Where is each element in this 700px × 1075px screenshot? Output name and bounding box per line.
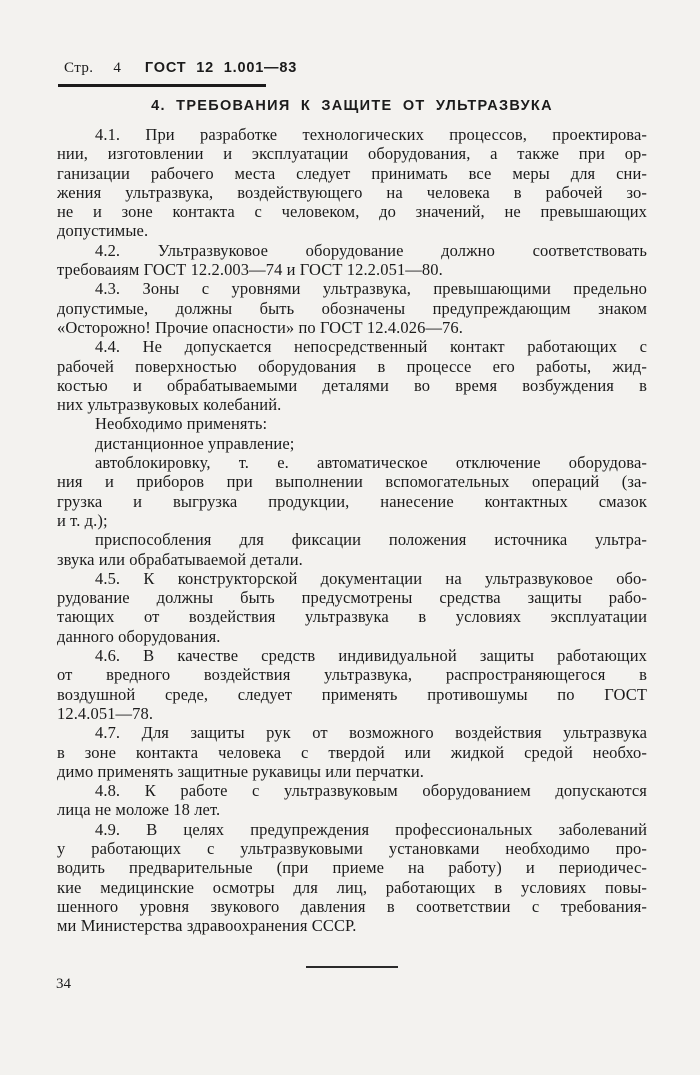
- paragraph-line: ния и приборов при выполнении вспомогательных операций (за-: [57, 472, 647, 492]
- paragraph-line: водить предварительные (при приеме на работу) и периодичес-: [57, 858, 647, 878]
- document-body: [57, 125, 647, 935]
- paragraph-line: 4.6. В качестве средств индивидуальной защиты работающих: [95, 646, 647, 666]
- paragraph: [57, 569, 647, 646]
- paragraph-line: 4.5. К конструкторской документации на ультразвуковое обо-: [95, 568, 647, 588]
- paragraph-line: у работающих с ультразвуковыми установками необходимо про-: [57, 838, 647, 858]
- paragraph: [57, 434, 647, 453]
- paragraph-line: 4.2. Ультразвуковое оборудование должно соответствовать: [95, 240, 647, 260]
- paragraph-line: шенного уровня звукового давления в соответствии с требования-: [57, 896, 647, 916]
- paragraph-line: 4.8. К работе с ультразвуковым оборудованием допускаются: [95, 781, 647, 801]
- paragraph-line: «Осторожно! Прочие опасности» по ГОСТ 12.4.026—76.: [57, 317, 463, 337]
- paragraph-line: жения ультразвука, воздействующего на человека в рабочей зо-: [57, 182, 647, 202]
- paragraph: [57, 453, 647, 530]
- paragraph: [57, 279, 647, 337]
- paragraph: [57, 337, 647, 414]
- paragraph: [57, 723, 647, 781]
- paragraph-line: и т. д.);: [57, 510, 108, 530]
- paragraph-line: не и зоне контакта с человеком, до значений, не превышающих: [57, 202, 647, 222]
- footer-rule: [306, 966, 398, 968]
- paragraph: [57, 646, 647, 723]
- paragraph-line: 4.9. В целях предупреждения профессиональных заболеваний: [95, 819, 647, 839]
- paragraph: [57, 241, 647, 280]
- paragraph-line: ганизации рабочего места следует принимать все меры для сни-: [57, 163, 647, 183]
- paragraph-line: автоблокировку, т. е. автоматическое отключение оборудова-: [95, 453, 647, 473]
- header-rule: [58, 84, 266, 87]
- header-page-number: 4: [113, 60, 121, 76]
- paragraph: [57, 781, 647, 820]
- paragraph: [57, 125, 647, 241]
- paragraph-line: лица не моложе 18 лет.: [57, 800, 221, 820]
- paragraph-line: них ультразвуковых колебаний.: [57, 395, 282, 415]
- paragraph-line: грузка и выгрузка продукции, нанесение контактных смазок: [57, 491, 647, 511]
- paragraph-line: от вредного воздействия ультразвука, распространяющегося в: [57, 665, 647, 685]
- paragraph-line: звука или обрабатываемой детали.: [57, 549, 303, 569]
- running-head: [64, 60, 297, 77]
- paragraph-line: костью и обрабатываемыми деталями во время возбуждения в: [57, 375, 647, 395]
- paragraph-line: кие медицинские осмотры для лиц, работающих в условиях повы-: [57, 877, 647, 897]
- doc-code: ГОСТ 12 1.001—83: [144, 60, 298, 76]
- paragraph-line: данного оборудования.: [57, 626, 221, 646]
- footer-page-number: 34: [56, 976, 71, 992]
- paragraph-line: в зоне контакта человека с твердой или жидкой средой необхо-: [57, 742, 647, 762]
- paragraph: [57, 820, 647, 936]
- paragraph-line: дистанционное управление;: [95, 433, 295, 453]
- paragraph: [57, 414, 647, 433]
- paragraph-line: 12.4.051—78.: [57, 703, 154, 723]
- paragraph-line: Необходимо применять:: [95, 414, 268, 434]
- paragraph-line: воздушной среде, следует применять противошумы по ГОСТ: [57, 684, 647, 704]
- paragraph-line: нии, изготовлении и эксплуатации оборудования, а также при ор-: [57, 144, 647, 164]
- paragraph-line: допустимые.: [57, 221, 149, 241]
- paragraph-line: 4.1. При разработке технологических процессов, проектирова-: [95, 125, 647, 144]
- paragraph-line: требоваиям ГОСТ 12.2.003—74 и ГОСТ 12.2.051—80.: [57, 260, 443, 280]
- paragraph-line: 4.7. Для защиты рук от возможного воздействия ультразвука: [95, 723, 647, 743]
- paragraph-line: ми Министерства здравоохранения СССР.: [57, 916, 357, 936]
- section-title: 4. ТРЕБОВАНИЯ К ЗАЩИТЕ ОТ УЛЬТРАЗВУКА: [151, 98, 553, 114]
- paragraph-line: рабочей поверхностью оборудования в процессе его работы, жид-: [57, 356, 647, 376]
- paragraph-line: 4.3. Зоны с уровнями ультразвука, превышающими предельно: [95, 279, 647, 299]
- page-label: Стр.: [64, 60, 94, 76]
- paragraph-line: приспособления для фиксации положения источника ультра-: [95, 530, 647, 550]
- paragraph-line: рудование должны быть предусмотрены средства защиты рабо-: [57, 588, 647, 608]
- paragraph-line: допустимые, должны быть обозначены предупреждающим знаком: [57, 298, 647, 318]
- paragraph-line: димо применять защитные рукавицы или перчатки.: [57, 761, 424, 781]
- paragraph: [57, 530, 647, 569]
- paragraph-line: 4.4. Не допускается непосредственный контакт работающих с: [95, 337, 647, 357]
- paragraph-line: тающих от воздействия ультразвука в условиях эксплуатации: [57, 607, 647, 627]
